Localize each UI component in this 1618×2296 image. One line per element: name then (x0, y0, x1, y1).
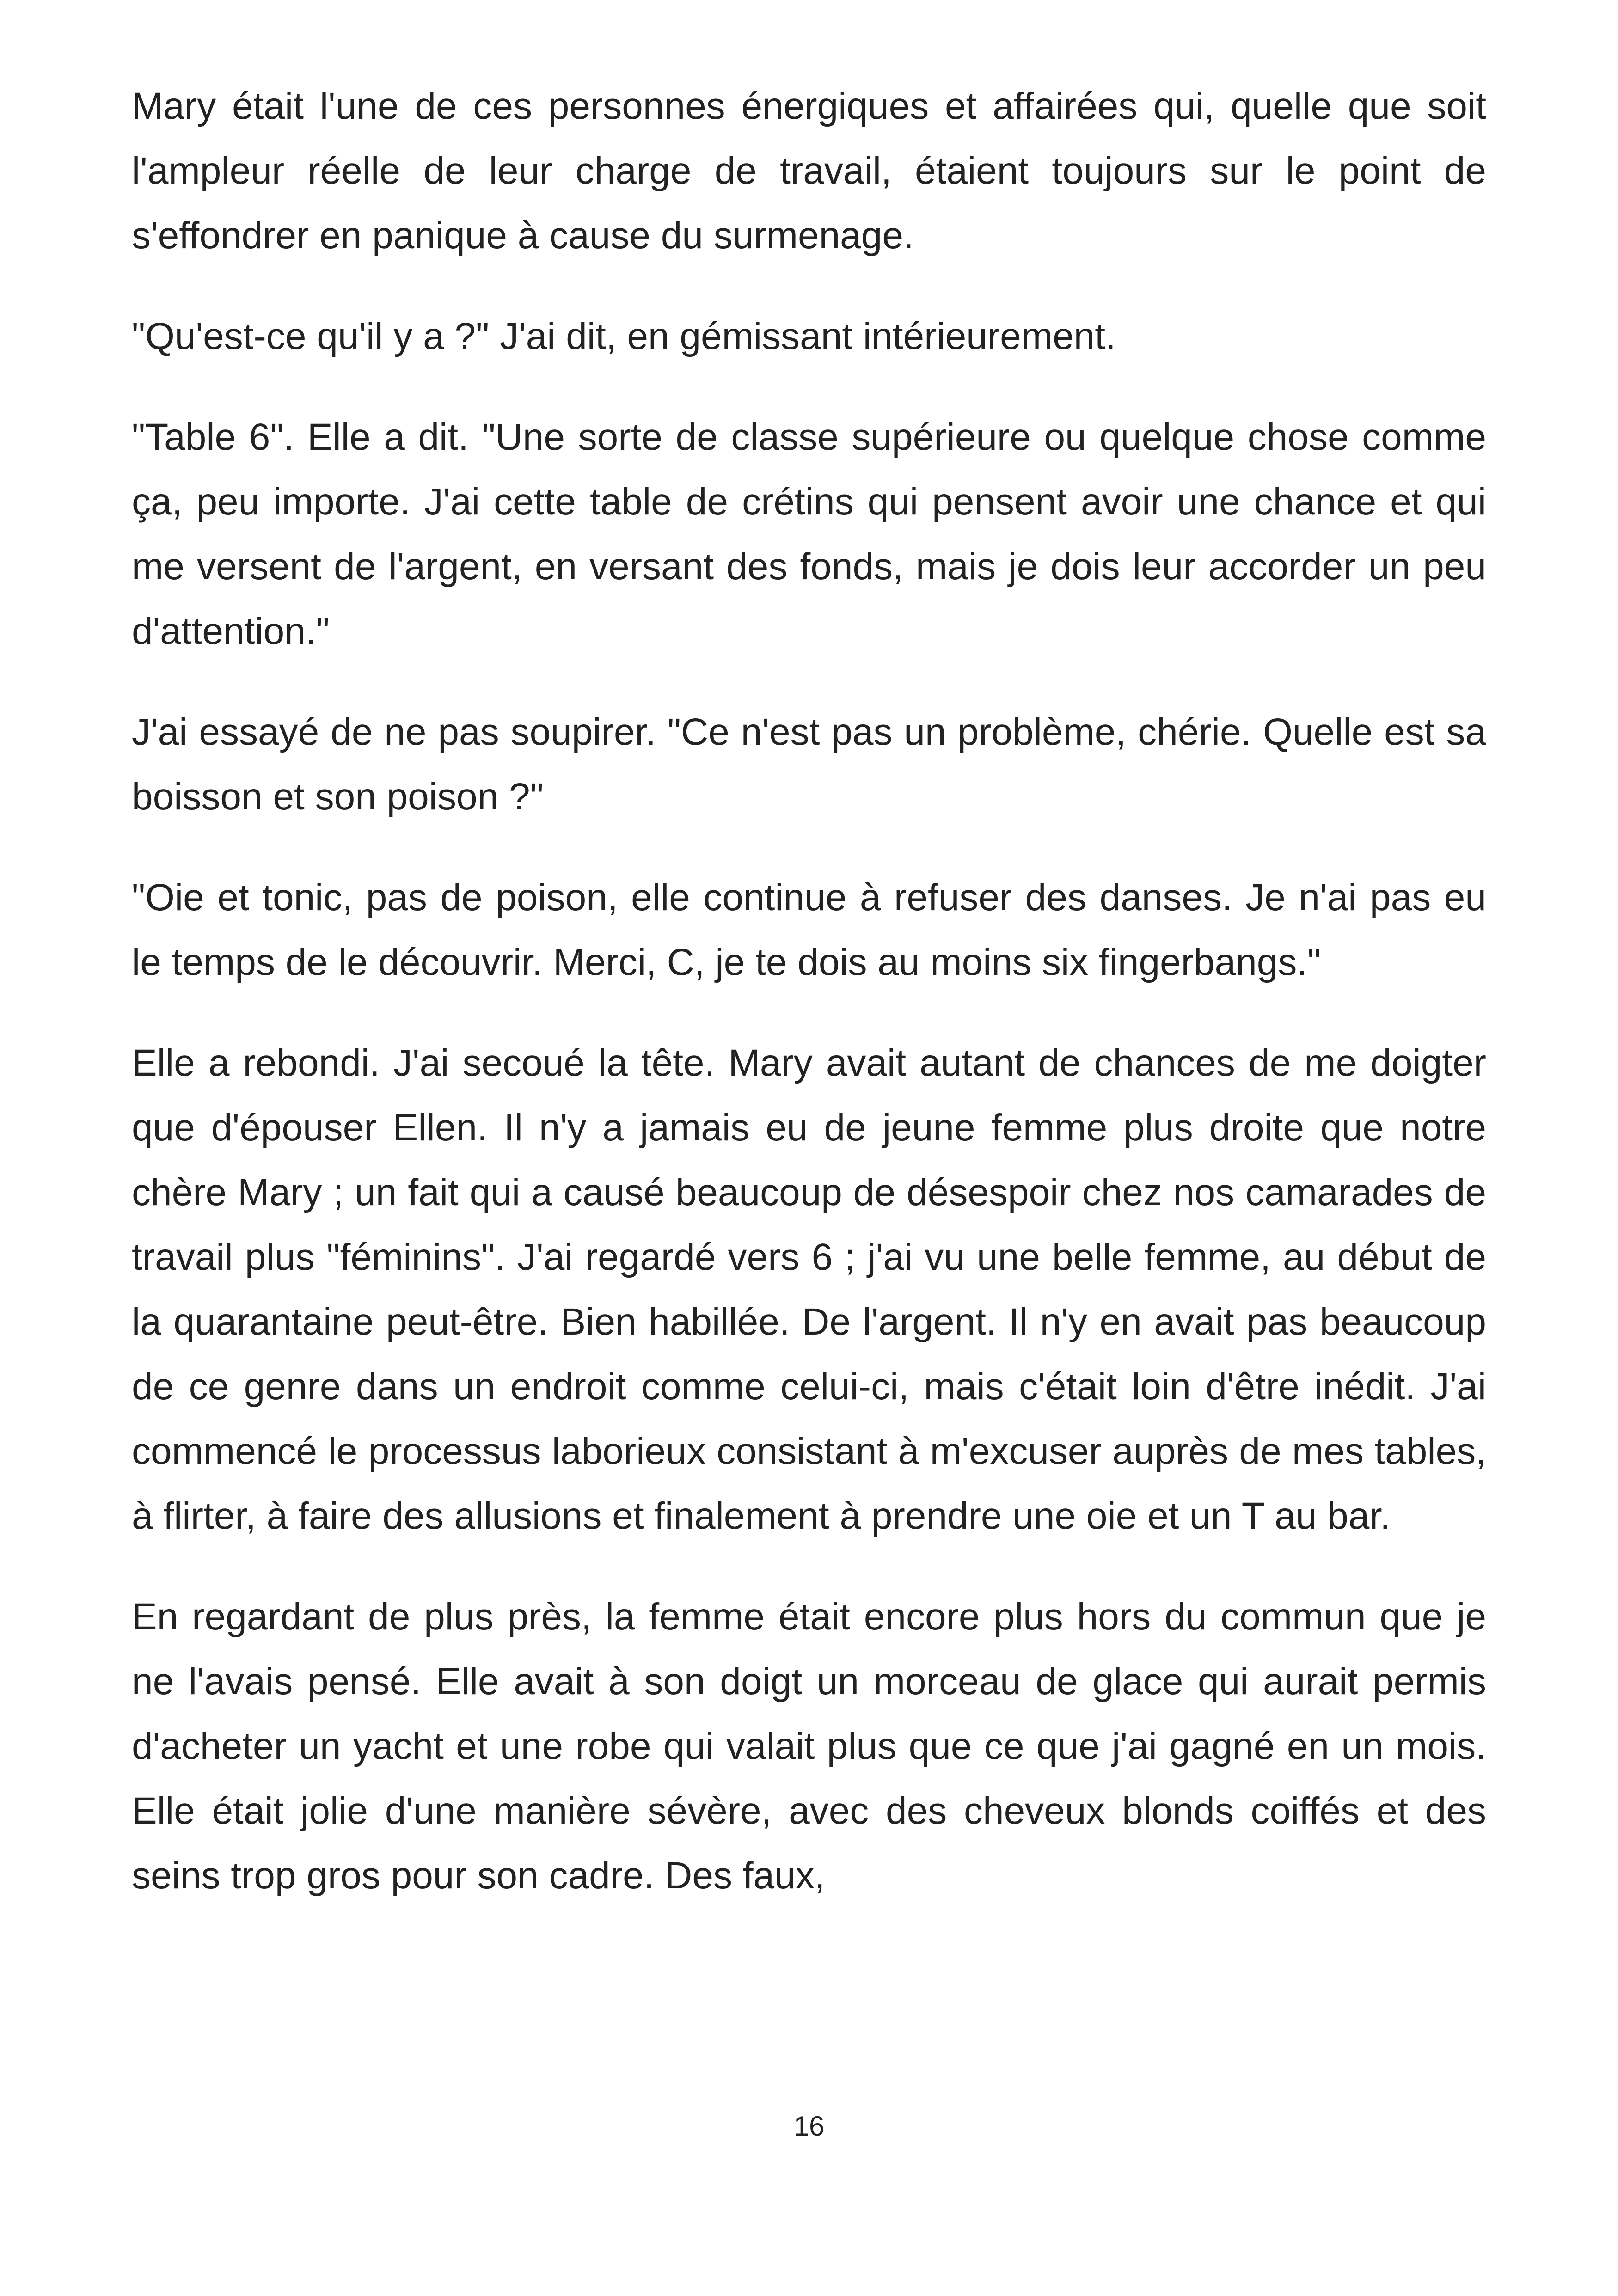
body-text (132, 74, 1486, 1944)
paragraph-1: Mary était l'une de ces personnes énergiques et affairées qui, quelle que soit l'ampleur réelle de leur charge de travail, étaient toujours sur le point de s'effondrer en panique à cause du surmenage. (132, 85, 1486, 257)
paragraph-5: "Oie et tonic, pas de poison, elle continue à refuser des danses. Je n'ai pas eu le temps de le découvrir. Merci, C, je te dois au moins six fingerbangs." (132, 876, 1486, 983)
page-number: 16 (793, 2111, 825, 2142)
paragraph-4: J'ai essayé de ne pas soupirer. "Ce n'est pas un problème, chérie. Quelle est sa boisson et son poison ?" (132, 711, 1486, 818)
paragraph-6: Elle a rebondi. J'ai secoué la tête. Mary avait autant de chances de me doigter que d'épouser Ellen. Il n'y a jamais eu de jeune femme plus droite que notre chère Mary ; un fait qui a causé beaucoup de désespoir chez nos camarades de travail plus "féminins". J'ai regardé vers 6 ; j'ai vu une belle femme, au début de la quarantaine peut-être. Bien habillée. De l'argent. Il n'y en avait pas beaucoup de ce genre dans un endroit comme celui-ci, mais c'était loin d'être inédit. J'ai commencé le processus laborieux consistant à m'excuser auprès de mes tables, à flirter, à faire des allusions et finalement à prendre une oie et un T au bar. (132, 1042, 1486, 1537)
paragraph-3: "Table 6". Elle a dit. "Une sorte de classe supérieure ou quelque chose comme ça, peu importe. J'ai cette table de crétins qui pensent avoir une chance et qui me versent de l'argent, en versant des fonds, mais je dois leur accorder un peu d'attention." (132, 416, 1486, 652)
paragraph-2: "Qu'est-ce qu'il y a ?" J'ai dit, en gémissant intérieurement. (132, 315, 1116, 357)
paragraph-7: En regardant de plus près, la femme était encore plus hors du commun que je ne l'avais pensé. Elle avait à son doigt un morceau de glace qui aurait permis d'acheter un yacht et une robe qui valait plus que ce que j'ai gagné en un mois. Elle était jolie d'une manière sévère, avec des cheveux blonds coiffés et des seins trop gros pour son cadre. Des faux, (132, 1596, 1486, 1897)
